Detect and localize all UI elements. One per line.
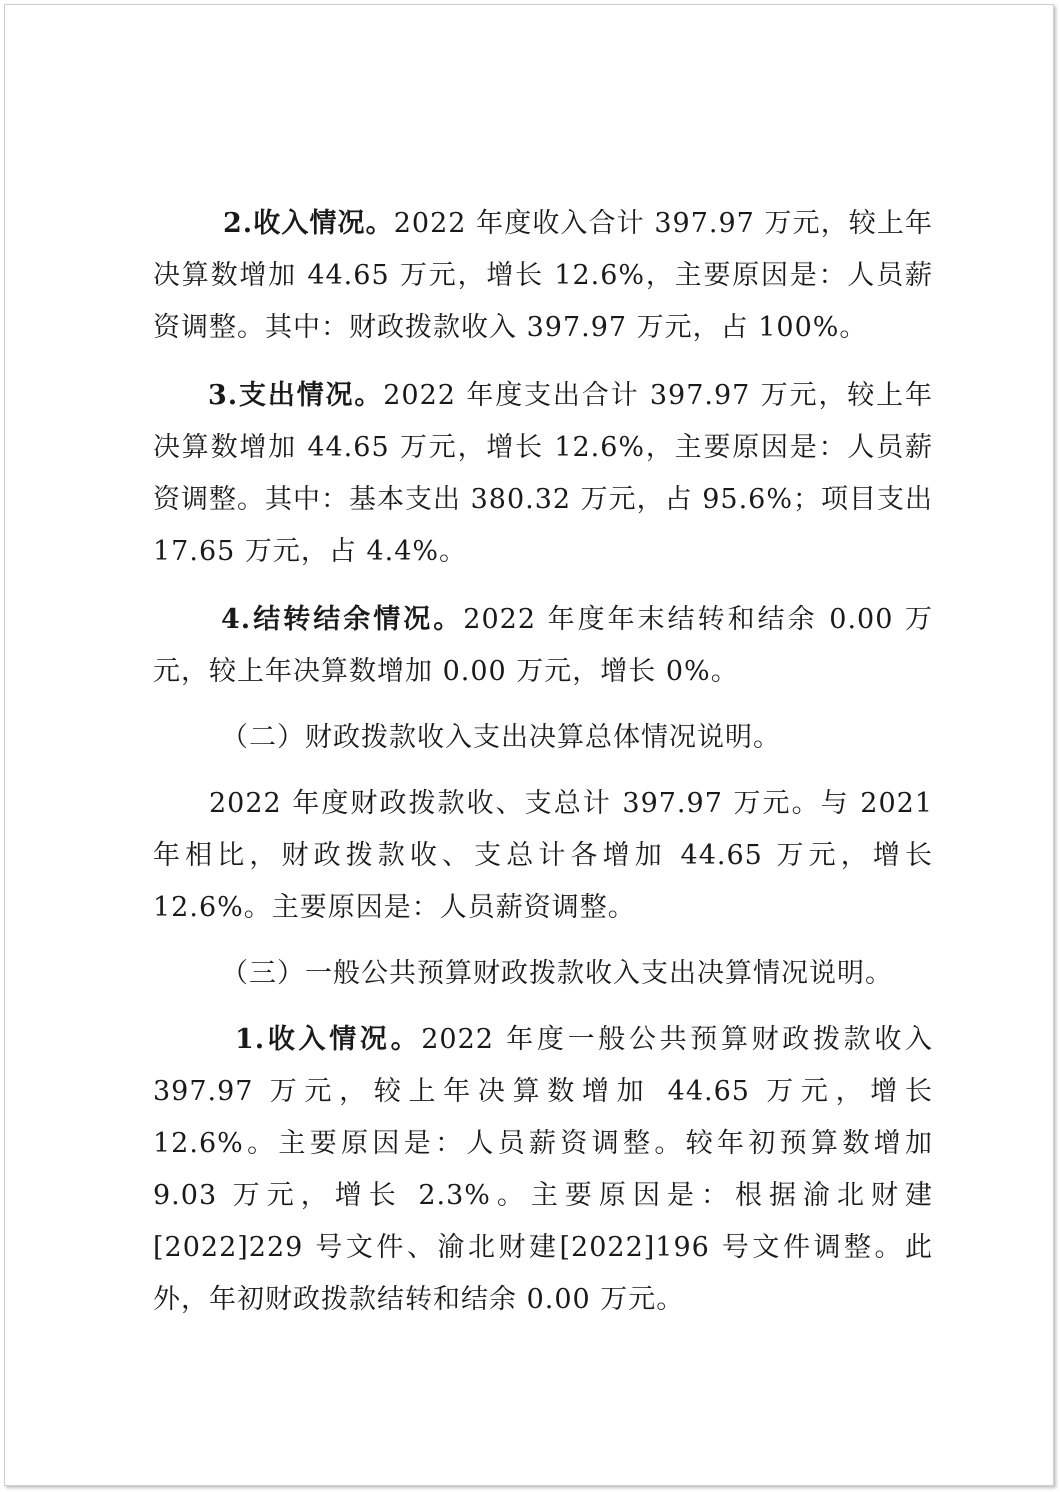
paragraph-general-budget-income	[153, 1014, 933, 1326]
section-heading-2: （二）财政拨款收入支出决算总体情况说明。	[221, 722, 781, 753]
text-expenditure: 2022 年度支出合计 397.97 万元，较上年决算数增加 44.65 万元，增长 12.6%，主要原因是：人员薪资调整。其中：基本支出 380.32 万元，占 95.6%；项目支出 17.65 万元，占 4.4%。	[153, 380, 933, 567]
document-body	[153, 198, 933, 1326]
paragraph-expenditure	[153, 370, 933, 578]
heading-expenditure: 3.支出情况。	[208, 380, 384, 411]
heading-carryover: 4.结转结余情况。	[221, 604, 464, 635]
document-page	[4, 4, 1054, 1486]
text-general-budget-income: 2022 年度一般公共预算财政拨款收入 397.97 万元，较上年决算数增加 44.65 万元，增长 12.6%。主要原因是：人员薪资调整。较年初预算数增加 9.03 万元，增长 2.3%。主要原因是：根据渝北财建[2022]229 号文件、渝北财建[2022]196 号文件调整。此外，年初财政拨款结转和结余 0.00 万元。	[153, 1024, 934, 1315]
text-income: 2022 年度收入合计 397.97 万元，较上年决算数增加 44.65 万元，增长 12.6%，主要原因是：人员薪资调整。其中：财政拨款收入 397.97 万元，占 100%。	[153, 208, 933, 343]
heading-general-budget-income: 1.收入情况。	[235, 1024, 422, 1055]
paragraph-fiscal-overview: 2022 年度财政拨款收、支总计 397.97 万元。与 2021 年相比，财政拨款收、支总计各增加 44.65 万元，增长 12.6%。主要原因是：人员薪资调整。	[153, 788, 933, 923]
text-carryover: 2022 年度年末结转和结余 0.00 万元，较上年决算数增加 0.00 万元，增长 0%。	[153, 604, 933, 687]
heading-income: 2.收入情况。	[223, 208, 394, 239]
paragraph-carryover	[153, 594, 933, 698]
paragraph-income	[153, 198, 933, 354]
section-heading-3: （三）一般公共预算财政拨款收入支出决算情况说明。	[221, 958, 893, 989]
